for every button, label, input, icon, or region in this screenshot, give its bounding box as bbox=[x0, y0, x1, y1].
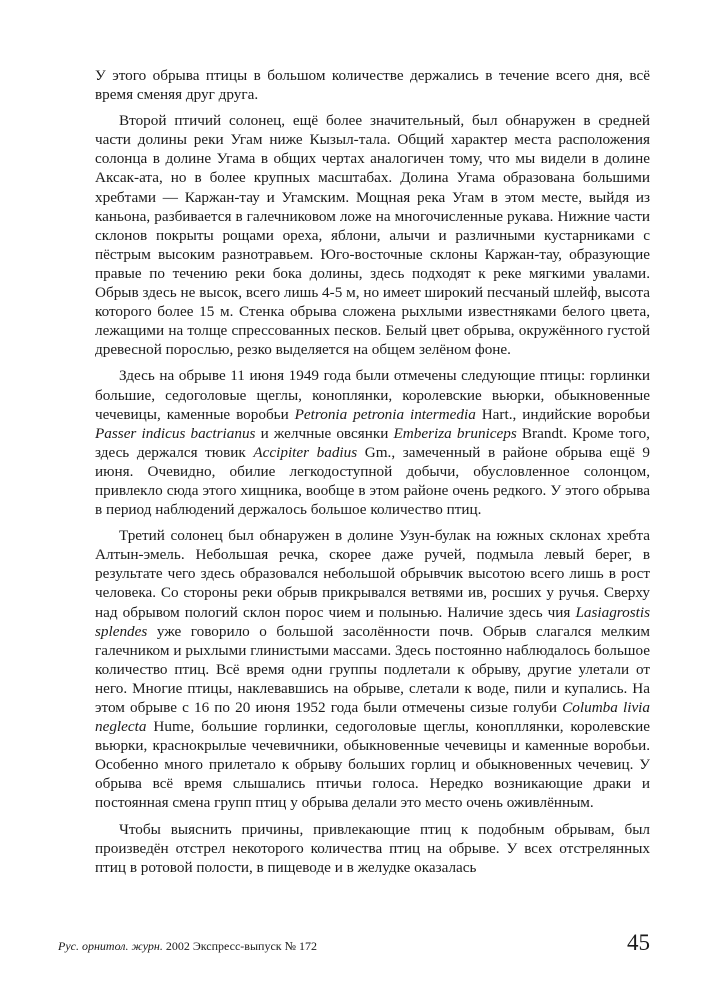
text-run: Hart., индийские воробьи bbox=[475, 405, 650, 423]
text-run: Gm., замеченный в районе обрыва ещё 9 июня. Очевидно, обилие легкодоступной добычи, обусловленное солонцом, привлекло сюда этого хищника, вообще в этом районе очень редкого. У этого обрыва в период наблюдений держалось большое количество птиц. bbox=[95, 443, 650, 519]
species-name: Emberiza bruniceps bbox=[393, 424, 517, 442]
page-footer bbox=[58, 930, 650, 966]
text-run: и желчные овсянки bbox=[255, 424, 394, 442]
species-name: Accipiter badius bbox=[253, 443, 358, 461]
species-name: Petronia petronia intermedia bbox=[294, 405, 476, 423]
journal-name: Рус. орнитол. журн. bbox=[58, 939, 163, 953]
text-run: У этого обрыва птицы в большом количестве держались в течение всего дня, всё время сменяя друг друга. bbox=[95, 67, 650, 104]
issue-info: 2002 Экспресс-выпуск № 172 bbox=[165, 939, 318, 953]
page-number: 45 bbox=[627, 930, 650, 955]
text-run: Hume, большие горлинки, седоголовые щеглы, конопллянки, королевские вьюрки, краснокрылые чечевичники, обыкновенные чечевицы и каменные воробьи. Особенно много прилетало к обрыву больших горлиц и обыкновенных чечевиц. У обрыва всё время слышались птичьи голоса. Нередко возникающие драки и постоянная смена групп птиц у обрыва делали это место очень оживлённым. bbox=[95, 718, 650, 812]
paragraph bbox=[95, 820, 650, 877]
paragraph bbox=[95, 66, 650, 104]
text-run: уже говорило о большой засолённости почв. Обрыв слагался мелким галечником и рыхлыми глинистыми массами. Здесь постоянно наблюдалось большое количество птиц. Всё время одни группы подлетали к обрыву, другие улетали от него. Многие птицы, наклевавшись на обрыве, слетали к воде, пили и купались. На этом обрыве с 16 по 20 июня 1952 года были отмечены сизые голуби bbox=[95, 622, 650, 716]
species-name: Passer indicus bactrianus bbox=[95, 424, 256, 442]
paragraph bbox=[95, 526, 650, 812]
species-name: Lasiagrostis splendes bbox=[95, 603, 650, 640]
running-head bbox=[58, 939, 317, 954]
text-run: Чтобы выяснить причины, привлекающие птиц к подобным обрывам, был произведён отстрел некоторого количества птиц на обрыве. У всех отстрелянных птиц в ротовой полости, в пищеводе и в желудке оказалась bbox=[95, 820, 650, 876]
text-run: Третий солонец был обнаружен в долине Узун-булак на южных склонах хребта Алтын-эмель. Небольшая речка, скорее даже ручей, подмыла левый берег, в результате чего здесь образовался небольшой обрывчик высотою всего лишь в рост человека. Со стороны реки обрыв прикрывался ветвями ив, росших у ручья. Сверху над обрывом пологий склон порос чием и полынью. Наличие здесь чия bbox=[95, 527, 650, 621]
text-run: Здесь на обрыве 11 июня 1949 года были отмечены следующие птицы: горлинки большие, седоголовые щеглы, коноплянки, королевские вьюрки, обыкновенные чечевицы, каменные воробьи bbox=[95, 367, 650, 423]
page-body bbox=[95, 66, 650, 966]
text-run: Второй птичий солонец, ещё более значительный, был обнаружен в средней части долины реки Угам ниже Кызыл-тала. Общий характер места расположения солонца в долине Угама в общих чертах аналогичен тому, что мы видели в долине Аксак-ата, но в более крупных масштабах. Долина Угама образована большими хребтами — Каржан-тау и Угамским. Мощная река Угам в этом месте, выйдя из каньона, разбивается в галечниковом ложе на многочисленные рукава. Нижние части склонов покрыты рощами ореха, яблони, алычи и различными кустарниками с пёстрым высоким разнотравьем. Юго-восточные склоны Каржан-тау, образующие правые по течению реки бока долины, здесь подходят к реке мягкими увалами. Обрыв здесь не высок, всего лишь 4-5 м, но имеет широкий песчаный шлейф, высота которого более 15 м. Стенка обрыва сложена рыхлыми известняками белого цвета, лежащими на толще спрессованных песков. Белый цвет обрыва, окружённого густой древесной порослью, резко выделяется на общем зелёном фоне. bbox=[95, 112, 650, 359]
paragraph bbox=[95, 366, 650, 519]
text-run: Brandt. Кроме того, здесь держался тювик bbox=[95, 424, 650, 461]
paragraph bbox=[95, 111, 650, 359]
species-name: Columba livia neglecta bbox=[95, 699, 650, 736]
